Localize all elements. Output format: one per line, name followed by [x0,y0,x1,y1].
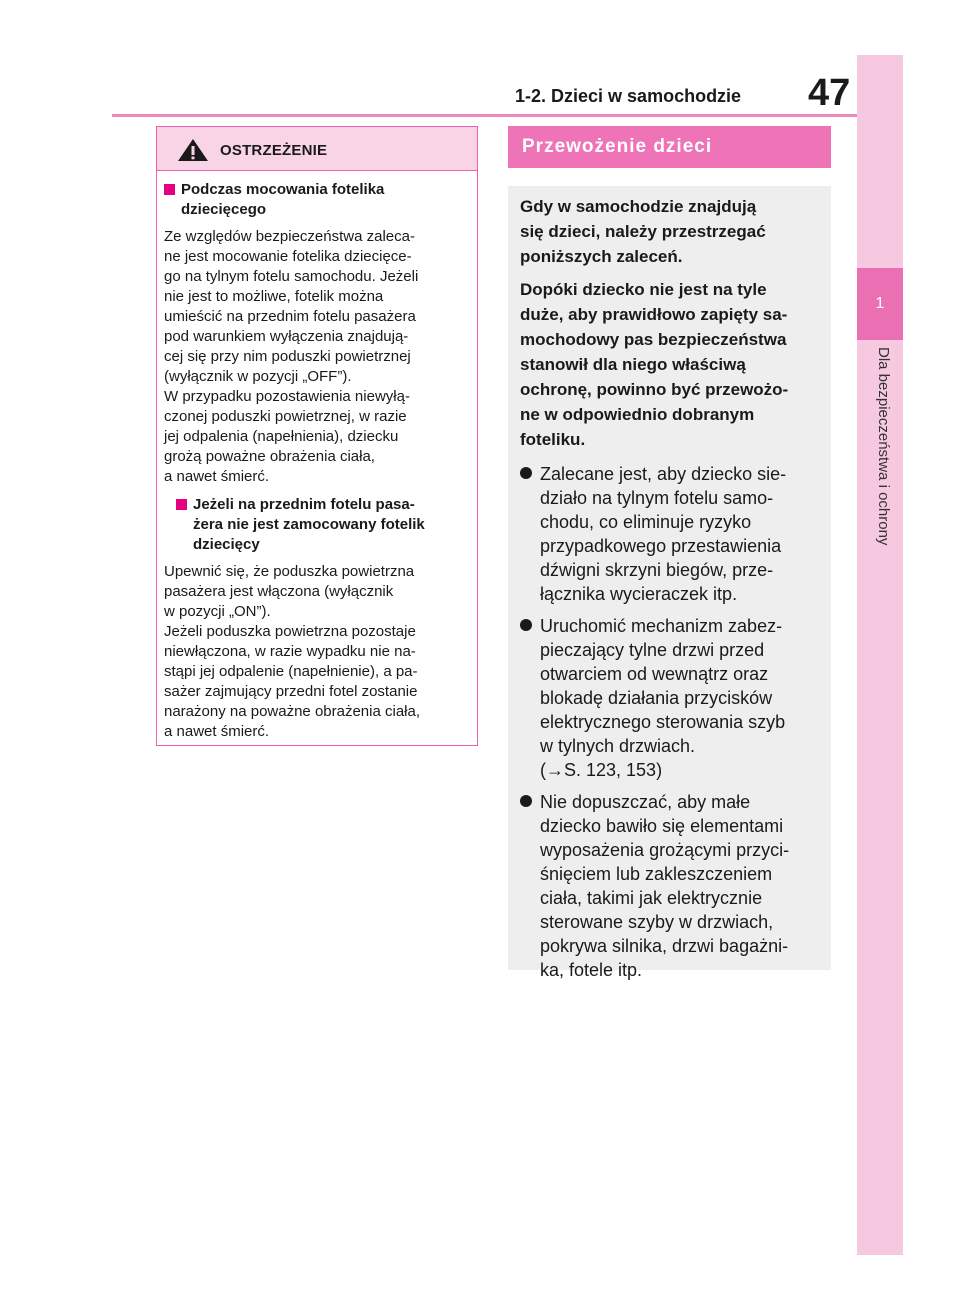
page-number: 47 [808,72,851,114]
chapter-title-vertical: Dla bezpieczeństwa i ochrony [875,347,892,546]
square-bullet-icon [164,184,175,195]
info-box [508,186,831,980]
warning-item-heading-text: Podczas mocowania fotelika dziecięcego [181,181,385,218]
warning-item-heading [164,180,471,220]
section-title-bar [508,126,831,168]
warning-title: OSTRZEŻENIE [220,142,328,159]
round-bullet-icon [520,467,532,479]
warning-item-heading [164,495,471,555]
square-bullet-icon [176,499,187,510]
warning-header [157,127,477,171]
warning-header-divider [157,170,477,171]
running-header-title: 1-2. Dzieci w samochodzie [515,86,742,106]
warning-item-text: Upewnić się, że poduszka powietrzna pasażera jest włączona (wyłącznik w pozycji „ON”). Jeżeli poduszka powietrzna pozostaje niewłączona, w razie wypadku nie na- stąpi jej odpalenie (napełnienie), a pa- sażer zajmujący przedni fotel zostanie narażony na poważne obrażenia ciała, a nawet śmierć. [164,563,421,740]
list-item [520,790,821,982]
chapter-number-tab: 1 [857,268,903,340]
intro-paragraph-2: Dopóki dziecko nie jest na tyle duże, aby prawidłowo zapięty sa- mochodowy pas bezpieczeństwa stanowił dla niego właściwą ochronę, powinno być przewożo- ne w odpowiednio dobranym foteliku. [520,280,789,449]
round-bullet-icon [520,795,532,807]
intro-paragraph: Gdy w samochodzie znajdują się dzieci, należy przestrzegać poniższych zaleceń. [520,197,766,266]
list-item-text: Nie dopuszczać, aby małe dziecko bawiło się elementami wyposażenia grożącymi przyci- śnięciem lub zakleszczeniem ciała, takimi jak elektrycznie sterowane szyby w drzwiach, pokrywa silnika, drzwi bagażni- ka, fotele itp. [540,792,790,980]
warning-item-heading-text: Jeżeli na przednim fotelu pasa- żera nie jest zamocowany fotelik dziecięcy [193,496,425,553]
round-bullet-icon [520,619,532,631]
section-title: Przewożenie dzieci [522,136,713,157]
warning-triangle-icon [177,138,209,167]
side-thumb-tab [857,55,903,1255]
header-divider [112,114,870,117]
list-item-text: Uruchomić mechanizm zabez- pieczający tylne drzwi przed otwarciem od wewnątrz oraz blokadę działania przycisków elektrycznego sterowania szyb w tylnych drzwiach. (→S. 123, 153) [540,616,786,780]
list-item [520,614,821,782]
list-item [520,462,821,606]
warning-item-text: Ze względów bezpieczeństwa zaleca- ne jest mocowanie fotelika dziecięce- go na tylnym fotelu samochodu. Jeżeli nie jest to możliwe, fotelik można umieścić na przednim fotelu pasażera pod warunkiem wyłączenia znajdują- cej się przy nim poduszki powietrznej (wyłącznik w pozycji „OFF”). W przypadku pozostawienia niewyłą- czonej poduszki powietrznej, w razie jej odpalenia (napełnienia), dziecku grożą poważne obrażenia ciała, a nawet śmierć. [164,228,419,485]
warning-body [157,171,477,742]
warning-box [156,126,478,746]
list-item-text: Zalecane jest, aby dziecko sie- działo na tylnym fotelu samo- chodu, co eliminuje ryzyko przypadkowego przestawienia dźwigni skrzyni biegów, prze- łącznika wycieraczek itp. [540,464,787,604]
